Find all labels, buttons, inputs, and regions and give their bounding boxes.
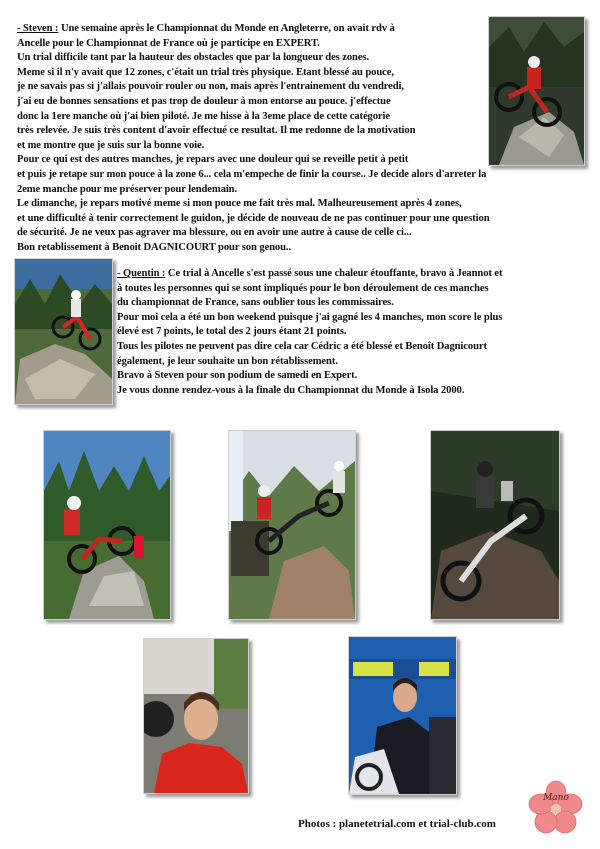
portrait-image [349,637,456,794]
trial-rider-image [431,431,559,619]
photo-steven-trial [488,16,585,166]
trial-rider-image [229,431,355,619]
steven-name: - Steven : [17,23,59,34]
trial-rider-image [44,431,170,619]
logo-text: Mano [543,793,569,803]
quentin-name: - Quentin : [117,268,166,279]
photo-trial-4 [228,430,356,620]
portrait-image [144,639,248,793]
trial-rider-image [15,259,112,404]
photo-portrait-red-shirt [143,638,249,794]
photo-quentin-trial [14,258,113,405]
trial-rider-image [489,17,584,165]
mano-flower-logo [528,780,584,836]
photo-trial-3 [43,430,171,620]
quentin-section: - Quentin : Ce trial à Ancelle s'est passé sous une chaleur étouffante, bravo à Jeannot et à toutes les personnes qui se sont impliqués pour le bon déroulement de ces manches du championnat de France, sans oublier tous les commissaires. Pour moi cela a été un bon weekend puisque j'ai gagné les 4 manches, mon score le plus élevé est 7 points, le total des 2 jours étant 21 points. Tous les pilotes ne peuvent pas dire cela car Cédric a été blessé et Benoît Dagnicourt également, je leur souhaite un bon rétablissement. Bravo à Steven pour son podium de samedi en Expert. Je vous donne rendez-vous à la finale du Championnat du Monde à Isola 2000. [117,268,503,396]
photo-credits: Photos : planetetrial.com et trial-club.com [298,818,496,830]
photo-trial-5 [430,430,560,620]
photo-riders-sponsor [348,636,457,795]
flower-icon [528,780,584,836]
steven-section: - Steven : Une semaine après le Championnat du Monde en Angleterre, on avait rdv à Ancelle pour le Championnat de France où je participe en EXPERT. Un trial difficile tant par la hauteur des obstacles que par la longueur des zones. Meme si il n'y avait que 12 zones, c'était un trial très physique. Etant blessé au pouce, je ne savais pas si j'allais pouvoir rouler ou non, mais après l'entrainement du vendredi, j'ai eu de bonnes sensations et pas trop de douleur à mon entorse au pouce. j'effectue donc la 1ere manche où j'ai bien piloté. Je me hisse à la 3eme place de cette catégorie très relevée. Je suis très content d'avoir effectué ce resultat. Il me redonne de la motivation et me montre que je suis sur la bonne voie. Pour ce qui est des autres manches, je repars avec une douleur qui se reveille petit à petit et puis je retape sur mon pouce à la zone 6... cela m'empeche de finir la course.. Je decide alors d'arreter la 2eme manche pour me préserver pour lendemain. Le dimanche, je repars motivé meme si mon pouce me fait très mal. Malheureusement après 4 zones, et une difficulté à tenir correctement le guidon, je décide de nouveau de ne pas continuer pour une question de sécurité. Je ne veux pas agraver ma blessure, ou en avoir une autre à cause de celle ci... Bon retablissement à Benoit DAGNICOURT pour son genou.. [17,23,490,253]
